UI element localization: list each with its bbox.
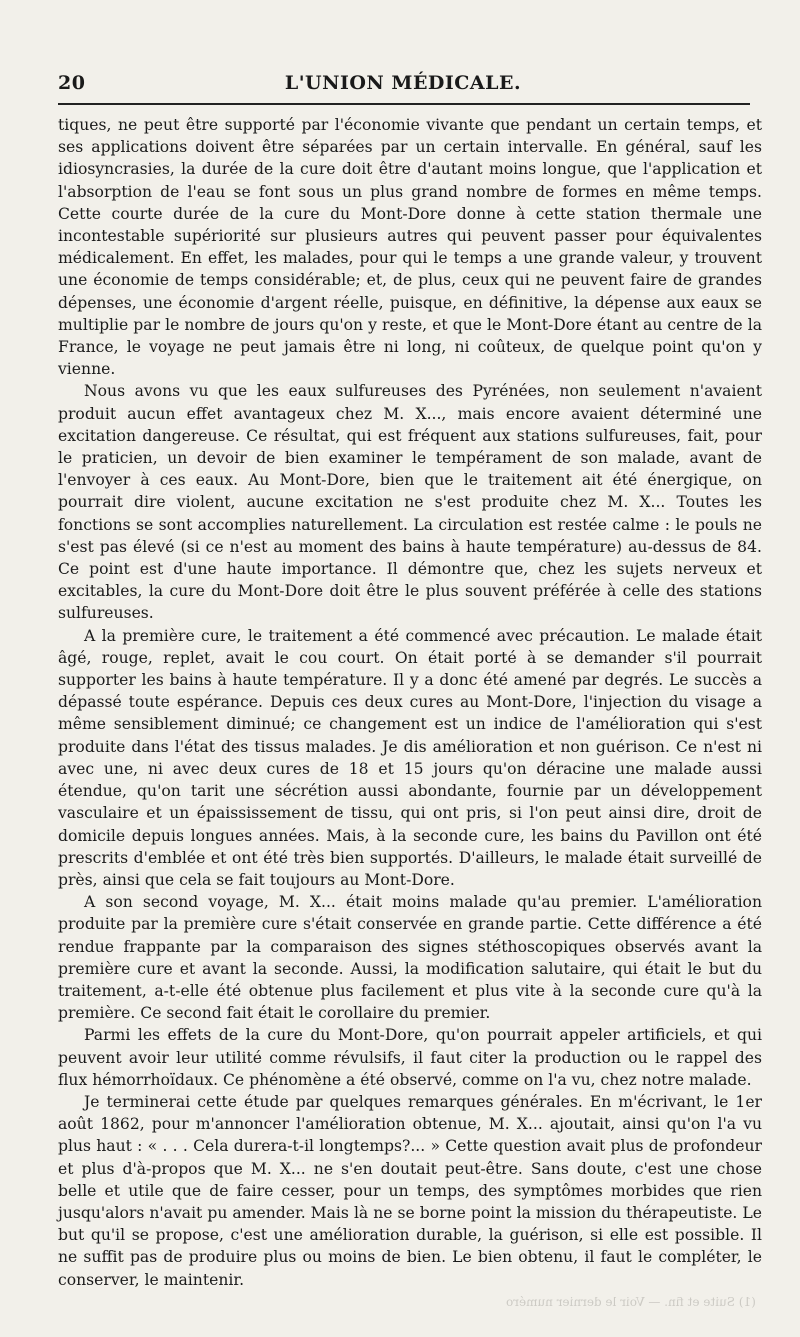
paragraph-3: A la première cure, le traitement a été commencé avec précaution. Le malade était âgé, rouge, replet, avait le cou court. On était porté à se demander s'il pourrait supporter les bains à haute température. Il y a donc été amené par degrés. Le succès a dépassé toute espérance. Depuis ces deux cures au Mont-Dore, l'injection du visage a même sensiblement diminué; ce changement est un indice de l'amélioration qui s'est produite dans l'état des tissus malades. Je dis amélioration et non guérison. Ce n'est ni avec une, ni avec deux cures de 18 et 15 jours qu'on déracine une malade aussi étendue, qu'on tarit une sécrétion aussi abondante, fournie par un développement vasculaire et un épaississement de tissu, qui ont pris, si l'on peut ainsi dire, droit de domicile depuis longues années. Mais, à la seconde cure, les bains du Pavillon ont été prescrits d'emblée et ont été très bien supportés. D'ailleurs, le malade était surveillé de près, ainsi que cela se fait toujours au Mont-Dore. bbox=[58, 626, 762, 889]
header-rule bbox=[58, 103, 750, 105]
running-title: L'UNION MÉDICALE. bbox=[284, 72, 522, 94]
paragraph-5: Parmi les effets de la cure du Mont-Dore, qu'on pourrait appeler artificiels, et qui peuvent avoir leur utilité comme révulsifs, il faut citer la production ou le rappel des flux hémorrhoïdaux. Ce phénomène a été observé, comme on l'a vu, chez notre malade. bbox=[58, 1026, 762, 1089]
bleed-through-footnote: (1) Suite et fin. — Voir le dernier numéro bbox=[506, 1295, 756, 1309]
body-text bbox=[58, 114, 762, 1291]
paragraph-2: Nous avons vu que les eaux sulfureuses des Pyrénées, non seulement n'avaient produit aucun effet avantageux chez M. X..., mais encore avaient déterminé une excitation dangereuse. Ce résultat, qui est fréquent aux stations sulfureuses, fait, pour le praticien, un devoir de bien examiner le tempérament de son malade, avant de l'envoyer à ces eaux. Au Mont-Dore, bien que le traitement ait été énergique, on pourrait dire violent, aucune excitation ne s'est produite chez M. X... Toutes les fonctions se sont accomplies naturellement. La circulation est restée calme : le pouls ne s'est pas élevé (si ce n'est au moment des bains à haute température) au-dessus de 84. Ce point est d'une haute importance. Il démontre que, chez les sujets nerveux et excitables, la cure du Mont-Dore doit être le plus souvent préférée à celle des stations sulfureuses. bbox=[58, 382, 762, 623]
paragraph-1: tiques, ne peut être supporté par l'économie vivante que pendant un certain temps, et ses applications doivent être séparées par un certain intervalle. En général, sauf les idiosyncrasies, la durée de la cure doit être d'autant moins longue, que l'application et l'absorption de l'eau se font sous un plus grand nombre de formes en même temps. Cette courte durée de la cure du Mont-Dore donne à cette station thermale une incontestable supériorité sur plusieurs autres qui peuvent passer pour équivalentes médicalement. En effet, les malades, pour qui le temps a une grande valeur, y trouvent une économie de temps considérable; et, de plus, ceux qui ne peuvent faire de grandes dépenses, une économie d'argent réelle, puisque, en définitive, la dépense aux eaux se multiplie par le nombre de jours qu'on y reste, et que le Mont-Dore étant au centre de la France, le voyage ne peut jamais être ni long, ni coûteux, de quelque point qu'on y vienne. bbox=[58, 116, 762, 379]
paragraph-4: A son second voyage, M. X... était moins malade qu'au premier. L'amélioration produite par la première cure s'était conservée en grande partie. Cette différence a été rendue frappante par la comparaison des signes stéthoscopiques observés avant la première cure et avant la seconde. Aussi, la modification salutaire, qui était le but du traitement, a-t-elle été obtenue plus facilement et plus vite à la seconde cure qu'à la première. Ce second fait était le corollaire du premier. bbox=[58, 893, 762, 1023]
page-number: 20 bbox=[58, 72, 86, 94]
paragraph-6: Je terminerai cette étude par quelques remarques générales. En m'écrivant, le 1er août 1862, pour m'annoncer l'amélioration obtenue, M. X... ajoutait, ainsi qu'on l'a vu plus haut : « . . . Cela durera-t-il longtemps?... » Cette question avait plus de profondeur et plus d'à-propos que M. X... ne s'en doutait peut-être. Sans doute, c'est une chose belle et utile que de faire cesser, pour un temps, des symptômes morbides que rien jusqu'alors n'avait pu amender. Mais là ne se borne point la mission du thérapeutiste. Le but qu'il se propose, c'est une amélioration durable, la guérison, si elle est possible. Il ne suffit pas de produire plus ou moins de bien. Le bien obtenu, il faut le compléter, le conserver, le maintenir. bbox=[58, 1092, 762, 1289]
page-header bbox=[58, 70, 748, 104]
